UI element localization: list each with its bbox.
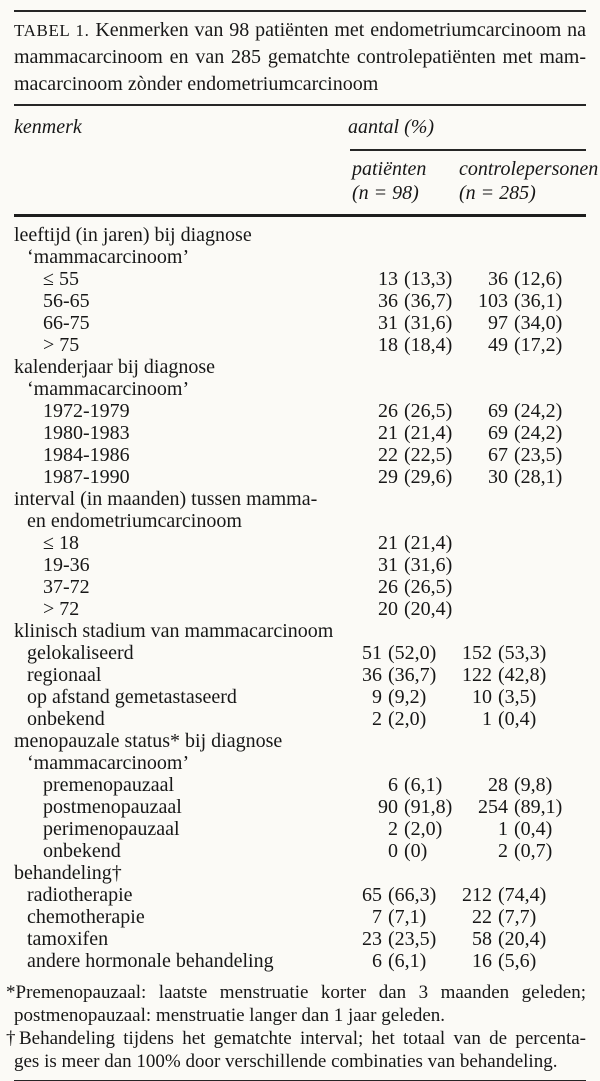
controls-value	[474, 554, 600, 576]
section-heading-line: leeftijd (in jaren) bij diagnose	[14, 224, 252, 246]
patients-value	[377, 818, 474, 840]
percent: (21,4)	[404, 532, 453, 554]
patients-value	[377, 774, 474, 796]
percent: (6,1)	[388, 950, 427, 972]
row-label: ≤ 18	[43, 532, 79, 554]
controls-value	[474, 444, 600, 466]
count: 49	[488, 334, 508, 356]
percent: (20,4)	[498, 928, 547, 950]
percent: (29,6)	[404, 466, 453, 488]
percent: (91,8)	[404, 796, 453, 818]
controlepersonen-n: (n = 285)	[459, 182, 536, 204]
percent: (0,7)	[514, 840, 553, 862]
row-label: 1984-1986	[43, 444, 130, 466]
count: 26	[378, 400, 398, 422]
patients-value	[377, 840, 474, 862]
table-row	[14, 708, 586, 730]
top-rule	[14, 10, 586, 12]
caption-line-2: mammacarcinoom en van 285 gematchte controlepatiënten met mam-	[14, 46, 586, 68]
table-row	[14, 884, 586, 906]
count: 2	[498, 840, 508, 862]
percent: (66,3)	[388, 884, 437, 906]
controls-value	[458, 928, 599, 950]
patienten-n: (n = 98)	[352, 182, 419, 204]
count: 58	[472, 928, 492, 950]
section-heading-line: klinisch stadium van mammacarcinoom	[14, 620, 334, 642]
percent: (9,2)	[388, 686, 427, 708]
section-heading-line: menopauzale status* bij diagnose	[14, 730, 283, 752]
count: 20	[378, 598, 398, 620]
percent: (6,1)	[404, 774, 443, 796]
table-body	[14, 217, 586, 972]
count: 26	[378, 576, 398, 598]
controls-value	[474, 312, 600, 334]
percent: (0,4)	[498, 708, 537, 730]
table-row	[14, 532, 586, 554]
row-label: andere hormonale behandeling	[27, 950, 274, 972]
controls-value	[474, 840, 600, 862]
percent: (36,1)	[514, 290, 563, 312]
count: 0	[388, 840, 398, 862]
row-label: 37-72	[43, 576, 90, 598]
count: 254	[478, 796, 508, 818]
count: 9	[372, 686, 382, 708]
table-row	[14, 422, 586, 444]
table-row	[14, 466, 586, 488]
row-label: onbekend	[43, 840, 121, 862]
count: 7	[372, 906, 382, 928]
count	[474, 532, 508, 554]
percent: (36,7)	[404, 290, 453, 312]
row-label: gelokaliseerd	[27, 642, 134, 664]
column-header-kenmerk: kenmerk	[14, 116, 82, 138]
patients-value	[377, 422, 474, 444]
percent: (7,1)	[388, 906, 427, 928]
header-row-groups	[14, 106, 586, 138]
count: 16	[472, 950, 492, 972]
table-row	[14, 576, 586, 598]
controls-value	[474, 422, 600, 444]
section-heading-line: ‘mammacarcinoom’	[27, 752, 190, 774]
patients-value	[377, 312, 474, 334]
header-row-columns	[14, 157, 599, 214]
count: 36	[488, 268, 508, 290]
controls-value	[474, 818, 600, 840]
percent: (0)	[404, 840, 428, 862]
section-heading-line: en endometriumcarcinoom	[27, 510, 242, 532]
controls-value	[458, 950, 599, 972]
row-label: onbekend	[27, 708, 105, 730]
count: 67	[488, 444, 508, 466]
footnotes	[6, 981, 586, 1073]
section-heading-line: behandeling†	[14, 862, 122, 884]
patients-value	[361, 664, 458, 686]
percent: (22,5)	[404, 444, 453, 466]
patients-value	[377, 444, 474, 466]
patienten-label: patiënten	[352, 158, 427, 180]
count: 13	[378, 268, 398, 290]
count: 69	[488, 400, 508, 422]
percent: (21,4)	[404, 422, 453, 444]
controls-value	[474, 598, 600, 620]
percent: (24,2)	[514, 400, 563, 422]
column-header-patienten	[348, 157, 449, 205]
row-label: premenopauzaal	[43, 774, 175, 796]
count: 6	[372, 950, 382, 972]
percent: (18,4)	[404, 334, 453, 356]
patients-value	[377, 598, 474, 620]
row-label: perimenopauzaal	[43, 818, 180, 840]
table-row	[14, 312, 586, 334]
count	[474, 554, 508, 576]
table-row	[14, 554, 586, 576]
aantal-group-rule	[350, 149, 586, 151]
row-label: 56-65	[43, 290, 90, 312]
patients-value	[377, 400, 474, 422]
table-row	[14, 686, 586, 708]
controls-value	[474, 576, 600, 598]
percent: (5,6)	[498, 950, 537, 972]
percent: (74,4)	[498, 884, 547, 906]
row-label: 19-36	[43, 554, 90, 576]
row-label: > 72	[43, 598, 80, 620]
table-row	[14, 774, 586, 796]
count: 21	[378, 422, 398, 444]
controls-value	[474, 532, 600, 554]
count: 10	[472, 686, 492, 708]
controls-value	[458, 884, 599, 906]
table-row	[14, 818, 586, 840]
count: 1	[482, 708, 492, 730]
patients-value	[377, 554, 474, 576]
count: 65	[362, 884, 382, 906]
row-label: 1987-1990	[43, 466, 130, 488]
patients-value	[361, 642, 458, 664]
count	[474, 576, 508, 598]
count: 69	[488, 422, 508, 444]
percent: (7,7)	[498, 906, 537, 928]
controls-value	[458, 642, 599, 664]
table-row	[14, 290, 586, 312]
row-label: tamoxifen	[27, 928, 109, 950]
column-header-controlepersonen	[449, 157, 598, 205]
row-label: chemotherapie	[27, 906, 145, 928]
controls-value	[458, 708, 599, 730]
table-row	[14, 268, 586, 290]
count	[474, 598, 508, 620]
patients-value	[361, 708, 458, 730]
percent: (12,6)	[514, 268, 563, 290]
count: 1	[498, 818, 508, 840]
percent: (24,2)	[514, 422, 563, 444]
footnote-line: *Premenopauzaal: laatste menstruatie korter dan 3 maanden geleden;	[6, 982, 586, 1003]
count: 51	[362, 642, 382, 664]
table-number-label: TABEL 1.	[14, 21, 90, 40]
controls-value	[458, 664, 599, 686]
percent: (13,3)	[404, 268, 453, 290]
percent: (2,0)	[388, 708, 427, 730]
count: 36	[378, 290, 398, 312]
patients-value	[377, 290, 474, 312]
caption-line-3: macarcinoom zònder endometriumcarcinoom	[14, 73, 379, 95]
table-row	[14, 444, 586, 466]
table-caption	[14, 17, 586, 98]
table-row	[14, 400, 586, 422]
percent: (26,5)	[404, 400, 453, 422]
row-label: 1980-1983	[43, 422, 130, 444]
count: 103	[478, 290, 508, 312]
row-label: 66-75	[43, 312, 90, 334]
count: 22	[472, 906, 492, 928]
percent: (9,8)	[514, 774, 553, 796]
controls-value	[474, 334, 600, 356]
count: 30	[488, 466, 508, 488]
count: 97	[488, 312, 508, 334]
count: 90	[378, 796, 398, 818]
percent: (31,6)	[404, 554, 453, 576]
count: 18	[378, 334, 398, 356]
patients-value	[361, 906, 458, 928]
table-row	[14, 928, 586, 950]
percent: (36,7)	[388, 664, 437, 686]
percent: (26,5)	[404, 576, 453, 598]
percent: (2,0)	[404, 818, 443, 840]
patients-value	[377, 268, 474, 290]
count: 21	[378, 532, 398, 554]
controls-value	[474, 466, 600, 488]
count: 28	[488, 774, 508, 796]
footnote-line: †Behandeling tijdens het gematchte interval; het totaal van de percenta-	[6, 1028, 586, 1049]
patients-value	[377, 466, 474, 488]
row-label: postmenopauzaal	[43, 796, 182, 818]
controls-value	[458, 686, 599, 708]
footnote-line: postmenopauzaal: menstruatie langer dan 1 jaar geleden.	[14, 1005, 446, 1026]
count: 29	[378, 466, 398, 488]
patients-value	[361, 884, 458, 906]
column-group-aantal: aantal (%)	[348, 116, 435, 138]
section-heading-line: interval (in maanden) tussen mamma-	[14, 488, 318, 510]
section-heading-line: ‘mammacarcinoom’	[27, 378, 190, 400]
patients-value	[377, 576, 474, 598]
table-row	[14, 840, 586, 862]
row-label: regionaal	[27, 664, 102, 686]
patients-value	[377, 532, 474, 554]
percent: (0,4)	[514, 818, 553, 840]
controls-value	[458, 906, 599, 928]
count: 122	[462, 664, 492, 686]
patients-value	[361, 950, 458, 972]
count: 31	[378, 312, 398, 334]
percent: (28,1)	[514, 466, 563, 488]
section-heading-line: kalenderjaar bij diagnose	[14, 356, 216, 378]
footnote-line: ges is meer dan 100% door verschillende combinaties van behandeling.	[14, 1051, 558, 1072]
percent: (20,4)	[404, 598, 453, 620]
count: 2	[372, 708, 382, 730]
patients-value	[361, 928, 458, 950]
count: 31	[378, 554, 398, 576]
table-row	[14, 796, 586, 818]
percent: (23,5)	[388, 928, 437, 950]
count: 2	[388, 818, 398, 840]
count: 152	[462, 642, 492, 664]
percent: (52,0)	[388, 642, 437, 664]
section-heading-line: ‘mammacarcinoom’	[27, 246, 190, 268]
patients-value	[377, 796, 474, 818]
count: 212	[462, 884, 492, 906]
table-row	[14, 664, 586, 686]
row-label: op afstand gemetastaseerd	[27, 686, 237, 708]
caption-text-1: Kenmerken van 98 patiënten met endometriumcarcinoom na	[89, 19, 587, 41]
percent: (23,5)	[514, 444, 563, 466]
percent: (89,1)	[514, 796, 563, 818]
table-row	[14, 642, 586, 664]
controls-value	[474, 290, 600, 312]
controls-value	[474, 774, 600, 796]
table-header	[14, 106, 599, 214]
controls-value	[474, 796, 600, 818]
percent: (53,3)	[498, 642, 547, 664]
controlepersonen-label: controlepersonen	[459, 158, 599, 180]
row-label: 1972-1979	[43, 400, 130, 422]
count: 36	[362, 664, 382, 686]
patients-value	[361, 686, 458, 708]
row-label: ≤ 55	[43, 268, 79, 290]
controls-value	[474, 268, 600, 290]
count: 22	[378, 444, 398, 466]
percent: (31,6)	[404, 312, 453, 334]
percent: (34,0)	[514, 312, 563, 334]
percent: (42,8)	[498, 664, 547, 686]
row-label: > 75	[43, 334, 80, 356]
table-row	[14, 906, 586, 928]
controls-value	[474, 400, 600, 422]
percent: (17,2)	[514, 334, 563, 356]
count: 23	[362, 928, 382, 950]
percent: (3,5)	[498, 686, 537, 708]
caption-line-1	[14, 17, 586, 44]
patients-value	[377, 334, 474, 356]
table-row	[14, 334, 586, 356]
table-row	[14, 598, 586, 620]
row-label: radiotherapie	[27, 884, 133, 906]
table-row	[14, 950, 586, 972]
count: 6	[388, 774, 398, 796]
